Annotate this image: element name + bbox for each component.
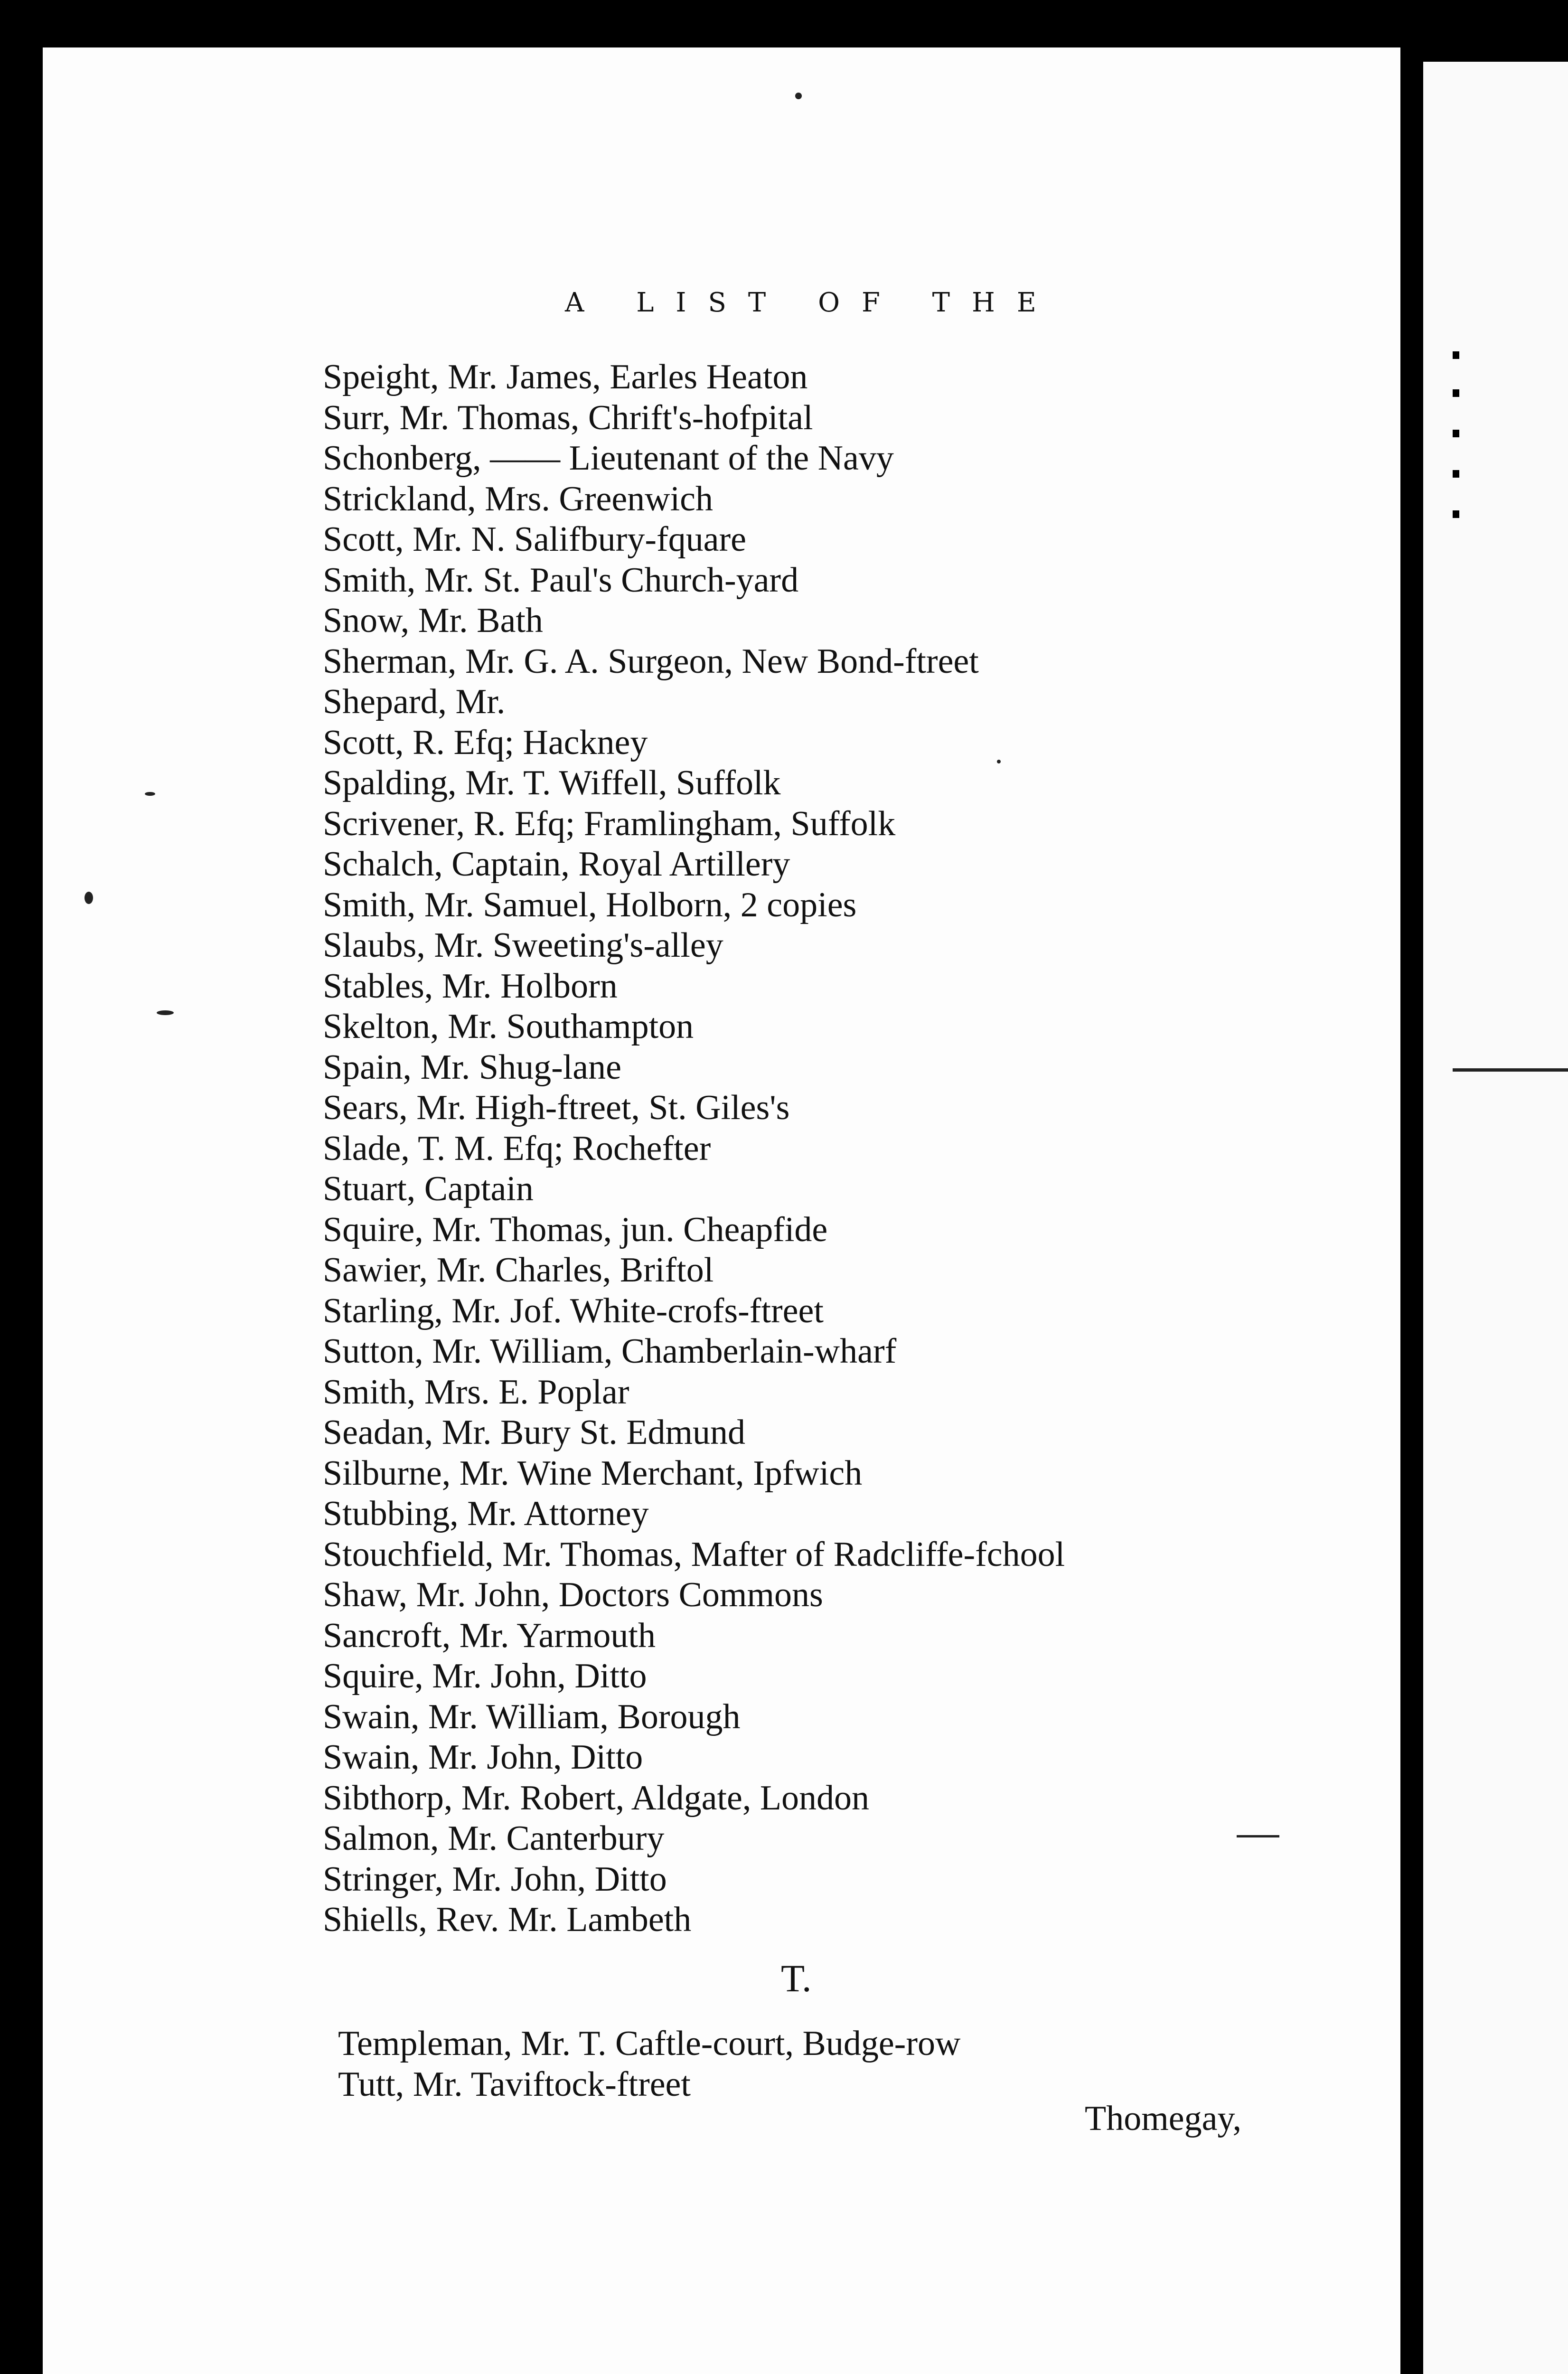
facing-page-mark	[1453, 510, 1459, 518]
list-item: Scott, Mr. N. Salifbury-fquare	[323, 520, 746, 559]
list-item: Stables, Mr. Holborn	[323, 966, 618, 1006]
facing-page-mark	[1453, 351, 1459, 359]
list-item: Shepard, Mr.	[323, 682, 506, 721]
facing-page-mark	[1453, 470, 1459, 478]
facing-page-rule	[1453, 1068, 1568, 1072]
list-item: Sherman, Mr. G. A. Surgeon, New Bond-ftreet	[323, 641, 979, 681]
list-item: Squire, Mr. Thomas, jun. Cheapfide	[323, 1210, 828, 1249]
list-item: Silburne, Mr. Wine Merchant, Ipfwich	[323, 1453, 863, 1493]
ink-speck	[85, 892, 93, 904]
ink-stroke	[1237, 1835, 1279, 1837]
ink-speck	[795, 93, 802, 99]
list-item: Scrivener, R. Efq; Framlingham, Suffolk	[323, 804, 896, 843]
list-item: Shaw, Mr. John, Doctors Commons	[323, 1575, 823, 1614]
list-item: Salmon, Mr. Canterbury	[323, 1819, 665, 1858]
list-item: Smith, Mrs. E. Poplar	[323, 1372, 629, 1412]
list-item: Sibthorp, Mr. Robert, Aldgate, London	[323, 1778, 870, 1818]
subscriber-list-t	[338, 2024, 960, 2105]
list-item: Slade, T. M. Efq; Rochefter	[323, 1129, 711, 1168]
list-item: Spain, Mr. Shug-lane	[323, 1047, 621, 1087]
facing-page-mark	[1453, 389, 1459, 397]
subscriber-list-s	[323, 357, 1065, 1941]
list-item: Templeman, Mr. T. Caftle-court, Budge-row	[338, 2024, 961, 2063]
facing-page-mark	[1453, 430, 1459, 437]
catchword: Thomegay,	[1085, 2099, 1242, 2138]
list-item: Stuart, Captain	[323, 1169, 534, 1208]
list-item: Spalding, Mr. T. Wiffell, Suffolk	[323, 763, 781, 802]
list-item: Sutton, Mr. William, Chamberlain-wharf	[323, 1332, 897, 1371]
list-item: Sancroft, Mr. Yarmouth	[323, 1616, 656, 1655]
list-item: Stringer, Mr. John, Ditto	[323, 1859, 667, 1899]
list-item: Strickland, Mrs. Greenwich	[323, 479, 714, 518]
running-head: A LIST OF THE	[565, 287, 1058, 318]
list-item: Stouchfield, Mr. Thomas, Mafter of Radcliffe-fchool	[323, 1535, 1065, 1574]
list-item: Snow, Mr. Bath	[323, 601, 543, 640]
list-item: Shiells, Rev. Mr. Lambeth	[323, 1900, 692, 1939]
list-item: Smith, Mr. St. Paul's Church-yard	[323, 560, 799, 600]
list-item: Tutt, Mr. Taviftock-ftreet	[338, 2064, 691, 2104]
section-heading-t: T.	[781, 1957, 812, 2000]
list-item: Schonberg, —— Lieutenant of the Navy	[323, 439, 894, 478]
list-item: Sears, Mr. High-ftreet, St. Giles's	[323, 1088, 790, 1127]
list-item: Speight, Mr. James, Earles Heaton	[323, 358, 808, 396]
list-item: Skelton, Mr. Southampton	[323, 1007, 694, 1046]
list-item: Smith, Mr. Samuel, Holborn, 2 copies	[323, 885, 857, 924]
ink-speck	[157, 1010, 174, 1015]
list-item: Seadan, Mr. Bury St. Edmund	[323, 1413, 746, 1452]
ink-speck	[145, 792, 155, 796]
list-item: Scott, R. Efq; Hackney	[323, 723, 648, 762]
list-item: Stubbing, Mr. Attorney	[323, 1494, 649, 1533]
list-item: Surr, Mr. Thomas, Chrift's-hofpital	[323, 398, 813, 437]
list-item: Starling, Mr. Jof. White-crofs-ftreet	[323, 1291, 824, 1330]
list-item: Slaubs, Mr. Sweeting's-alley	[323, 926, 723, 965]
list-item: Squire, Mr. John, Ditto	[323, 1657, 647, 1696]
list-item: Sawier, Mr. Charles, Briftol	[323, 1251, 714, 1290]
list-item: Swain, Mr. John, Ditto	[323, 1738, 643, 1777]
facing-page-edge	[1423, 62, 1568, 2374]
list-item: Schalch, Captain, Royal Artillery	[323, 845, 790, 884]
list-item: Swain, Mr. William, Borough	[323, 1697, 741, 1736]
